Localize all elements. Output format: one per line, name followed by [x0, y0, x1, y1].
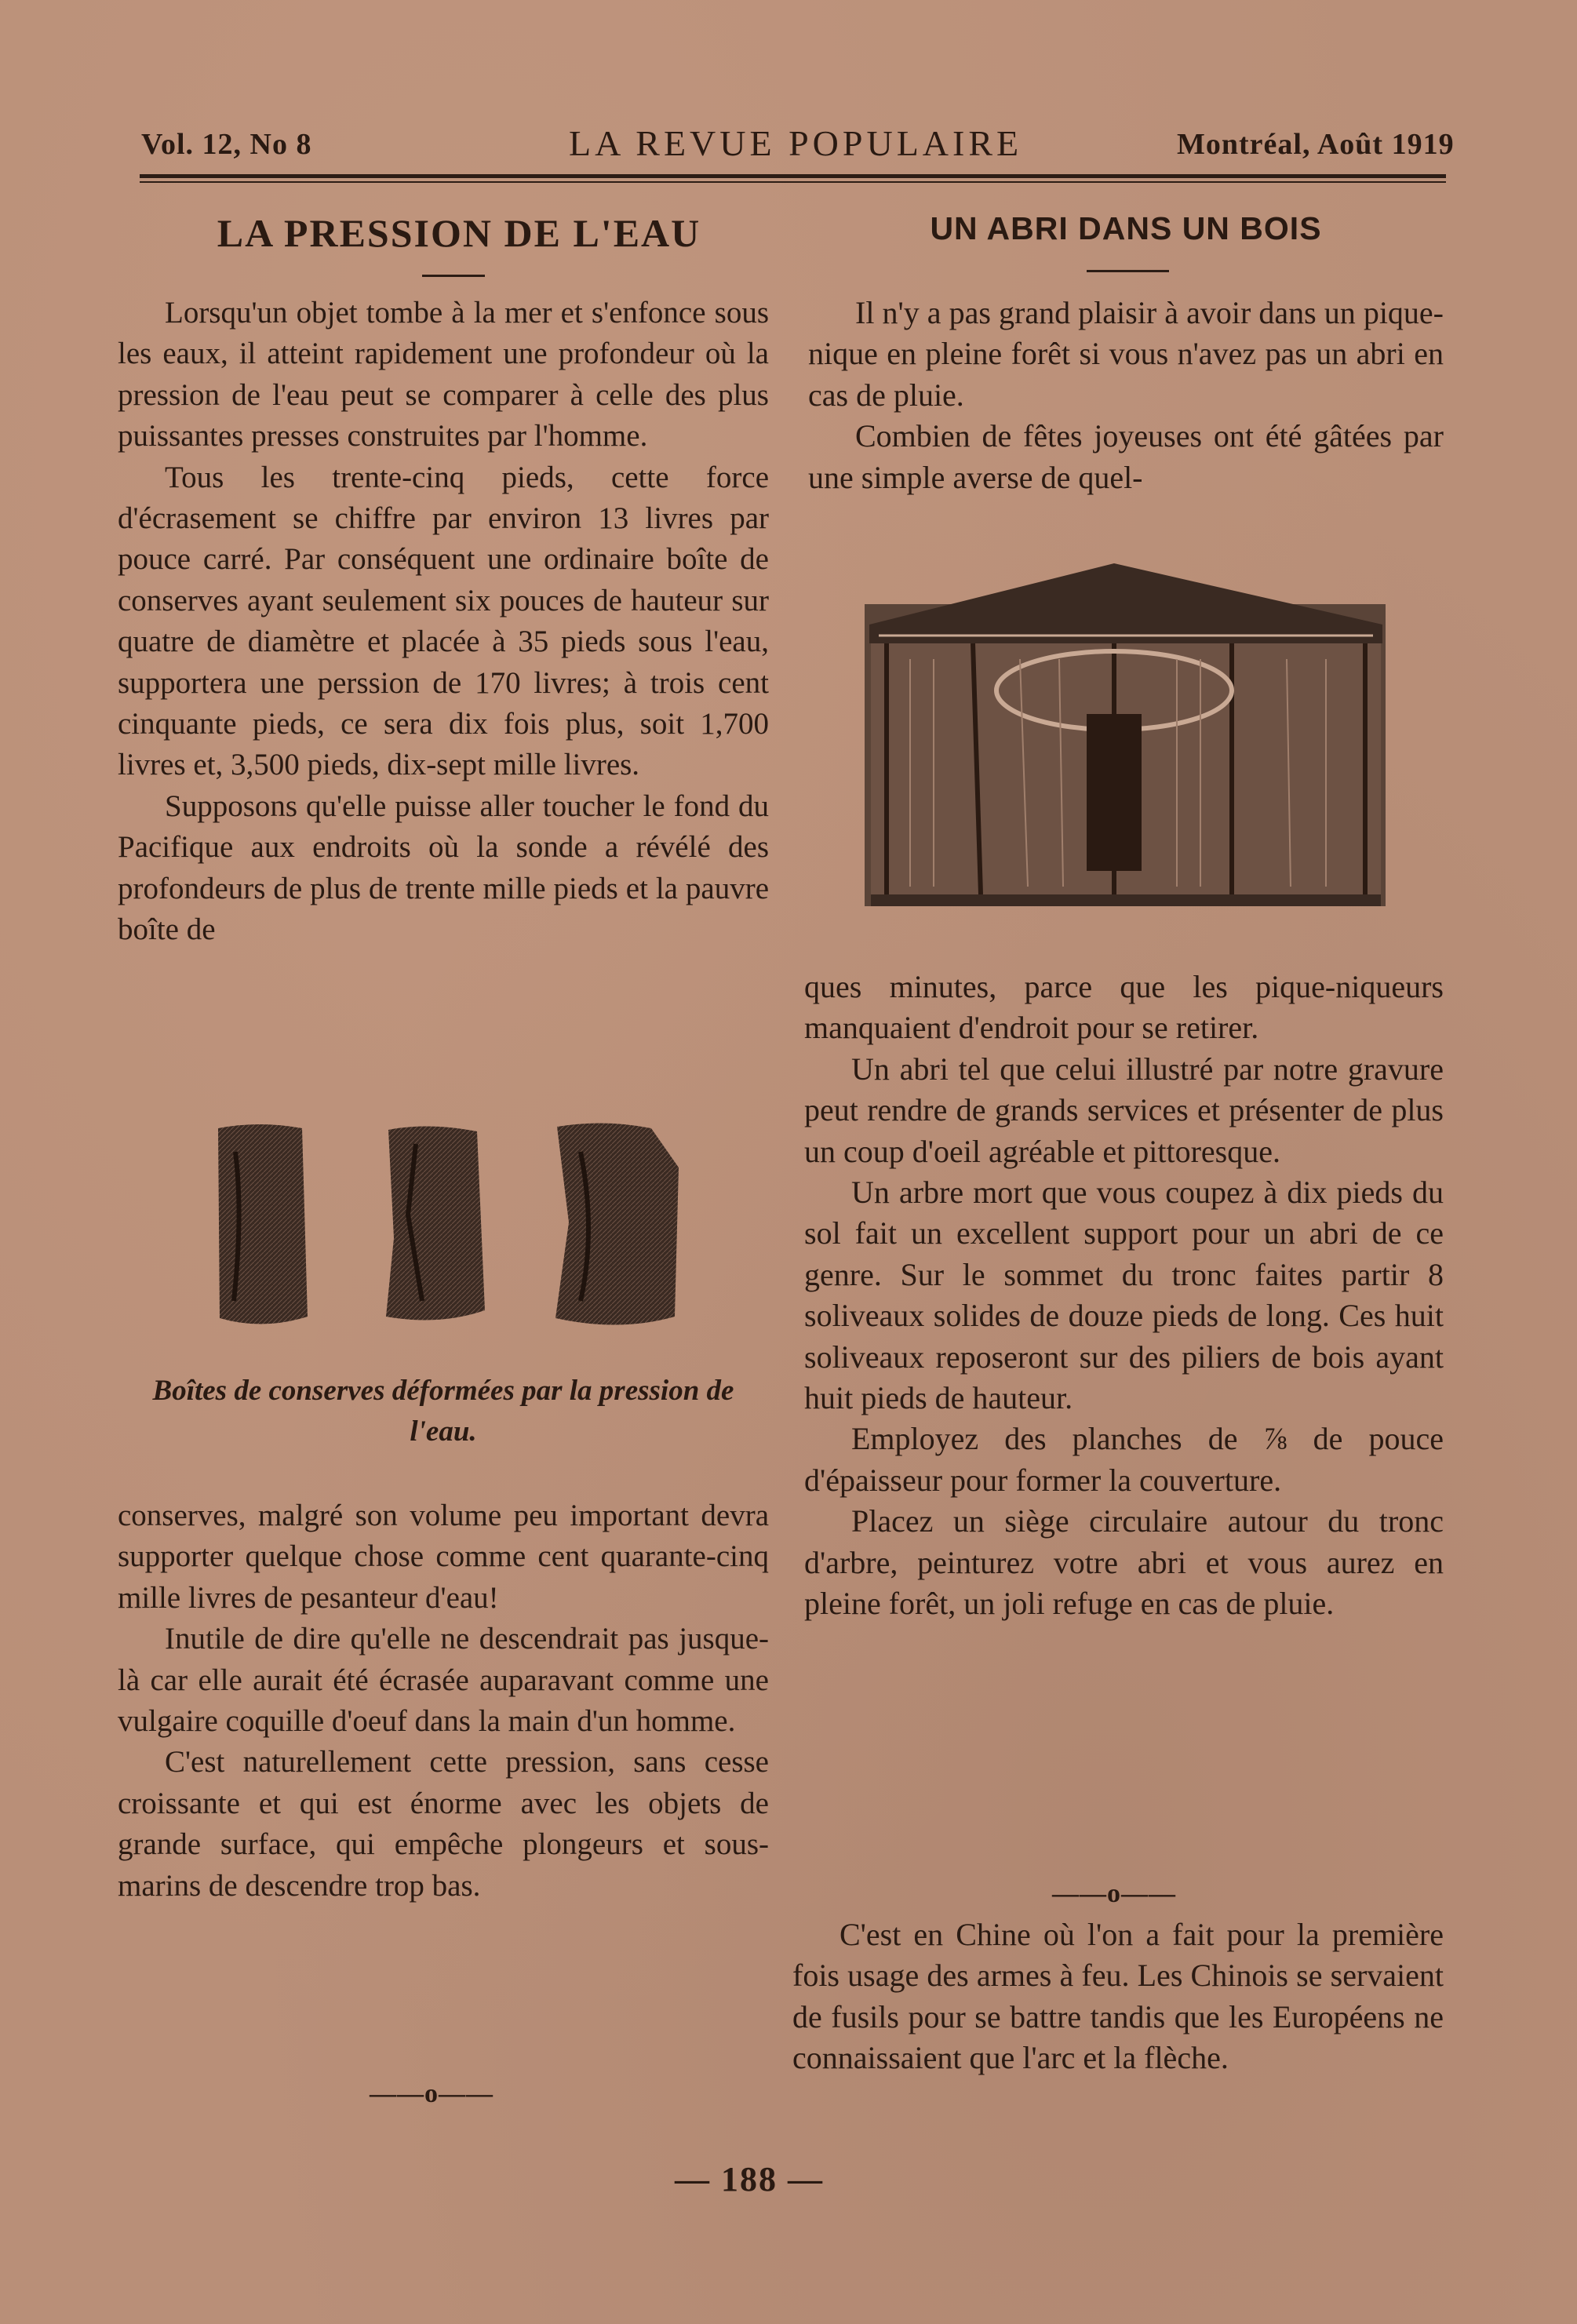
can-3: [555, 1123, 679, 1324]
can-1: [218, 1124, 308, 1324]
right-note: [792, 1914, 1444, 2079]
right-paragraph-2: Combien de fêtes joyeuses ont été gâtées par une simple averse de quel-: [808, 418, 1444, 495]
page-number: — 188 —: [675, 2160, 824, 2198]
right-note-paragraph: C'est en Chine où l'on a fait pour la première fois usage des armes à feu. Les Chinois se servaient de fusils pour se battre tandis que les Européens ne connaissaient que l'arc et la flèche.: [792, 1917, 1444, 2076]
right-separator: ——o——: [1052, 1879, 1176, 1908]
left-paragraph-6: C'est naturellement cette pression, sans cesse croissante et qui est énorme avec les objets de grande surface, qui empêche plongeurs et sous-marins de descendre trop bas.: [118, 1745, 769, 1903]
right-article-body-bottom: [804, 967, 1444, 1625]
left-separator: ——o——: [370, 2079, 493, 2108]
left-article-body-bottom: [118, 1495, 769, 1907]
cans-caption: Boîtes de conserves déformées par la pression de l'eau.: [152, 1375, 734, 1448]
left-paragraph-1: Lorsqu'un objet tombe à la mer et s'enfonce sous les eaux, il atteint rapidement une profondeur où la pression de l'eau peut se comparer à celle des plus puissantes presses construites par l'homme.: [118, 296, 769, 454]
left-article-body-top: [118, 293, 769, 951]
right-title-rule: [1087, 270, 1169, 272]
right-paragraph-4: Un abri tel que celui illustré par notre gravure peut rendre de grands services et présenter de plus un coup d'oeil agréable et pittoresque.: [804, 1051, 1444, 1169]
right-paragraph-3: ques minutes, parce que les pique-niqueurs manquaient d'endroit pour se retirer.: [804, 969, 1444, 1046]
left-article-title: LA PRESSION DE L'EAU: [217, 211, 701, 255]
right-paragraph-6: Employez des planches de ⅞ de pouce d'épaisseur pour former la couverture.: [804, 1421, 1444, 1498]
left-paragraph-5: Inutile de dire qu'elle ne descendrait pas jusque-là car elle aurait été écrasée auparavant comme une vulgaire coquille d'oeuf dans la main d'un homme.: [118, 1622, 769, 1739]
right-article-body-top: [808, 293, 1444, 498]
left-paragraph-2: Tous les trente-cinq pieds, cette force d'écrasement se chiffre par environ 13 livres par pouce carré. Par conséquent une ordinaire boîte de conserves ayant seulement six pouces de hauteur sur quatre de diamètre et placée à 35 pieds sous l'eau, supportera une perssion de 170 livres; à trois cent cinquante pieds, ce sera dix fois plus, soit 1,700 livres et, 3,500 pieds, dix-sept mille livres.: [118, 460, 769, 782]
left-title-rule: [422, 275, 485, 277]
right-paragraph-5: Un arbre mort que vous coupez à dix pieds du sol fait un excellent support pour un abri de ce genre. Sur le sommet du tronc faites partir 8 soliveaux solides de douze pieds de long. Ces huit soliveaux reposeront sur des piliers de bois ayant huit pieds de hauteur.: [804, 1175, 1444, 1416]
right-paragraph-1: Il n'y a pas grand plaisir à avoir dans un pique-nique en pleine forêt si vous n'avez pas un abri en cas de pluie.: [808, 295, 1444, 413]
forest-shelter-image: [863, 557, 1389, 910]
left-paragraph-3: Supposons qu'elle puisse aller toucher le fond du Pacifique aux endroits où la sonde a révélé des profondeurs de plus de trente mille pieds et la pauvre boîte de: [118, 789, 769, 947]
right-paragraph-7: Placez un siège circulaire autour du tronc d'arbre, peinturez votre abri et vous aurez en pleine forêt, un joli refuge en cas de pluie.: [804, 1503, 1444, 1622]
left-paragraph-4: conserves, malgré son volume peu important devra supporter quelque chose comme cent quarante-cinq mille livres de pesanteur d'eau!: [118, 1499, 769, 1615]
header-rule-thin: [140, 181, 1446, 183]
header-volume: Vol. 12, No 8: [141, 128, 312, 161]
header-rule: [140, 174, 1446, 178]
crushed-cans-image: [212, 1120, 683, 1340]
right-article-title: UN ABRI DANS UN BOIS: [930, 210, 1322, 246]
header-place-date: Montréal, Août 1919: [1177, 128, 1455, 161]
header-title: LA REVUE POPULAIRE: [569, 123, 1023, 163]
can-2: [386, 1126, 485, 1320]
